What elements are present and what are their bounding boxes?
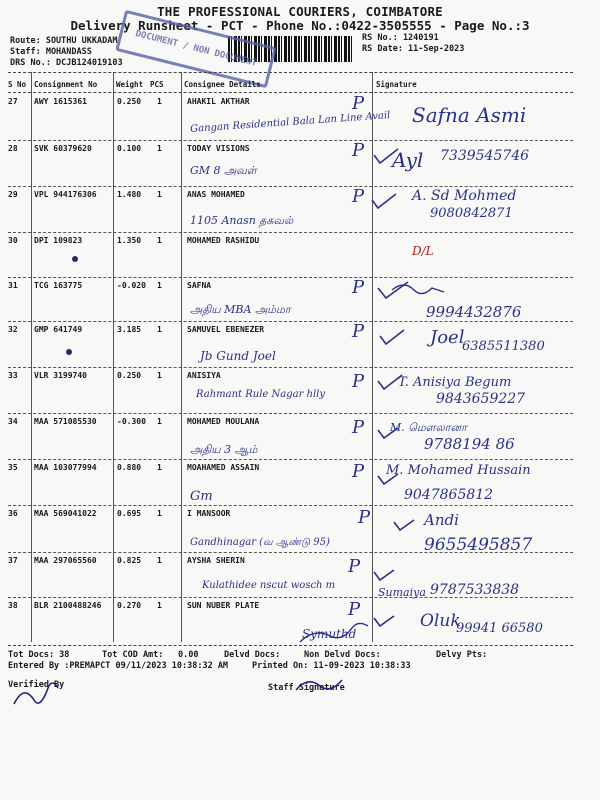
row-weight: 0.270: [117, 601, 142, 610]
row-sno: 35: [8, 463, 18, 472]
not-delivered-mark: D/L: [412, 244, 434, 258]
staff-signature: Staff Signature: [268, 683, 345, 693]
handwritten-address: 1105 Anasn தகவல்: [190, 214, 294, 227]
receiver-phone: 9994432876: [426, 303, 522, 321]
row-pcs: 1: [157, 371, 162, 380]
receiver-signature: Sumaiya: [378, 586, 426, 599]
receiver-phone: 9047865812: [404, 487, 494, 503]
row-weight: 0.100: [117, 144, 142, 153]
runsheet-subtitle: Delivery Runsheet - PCT - Phone No.:0422-3505555 - Page No.:3: [70, 18, 530, 33]
tick-mark: [374, 570, 394, 580]
rs-date: RS Date: 11-Sep-2023: [362, 44, 465, 54]
row-consignment: AWY 1615361: [34, 97, 87, 106]
delivery-points: Delvy Pts:: [436, 650, 488, 660]
row-pcs: 1: [157, 463, 162, 472]
row-consignment: VLR 3199740: [34, 371, 87, 380]
tick-mark: [374, 616, 394, 626]
receiver-signature: Ayl: [392, 148, 424, 172]
row-consignee: MOHAMED MOULANA: [187, 417, 260, 426]
row-consignee: TODAY VISIONS: [187, 144, 250, 153]
row-consignee: SAFNA: [187, 281, 212, 290]
receiver-signature: Oluk: [420, 611, 461, 631]
handwritten-address: Kulathidee nscut wosch m: [202, 580, 336, 591]
col-sno: S No: [8, 80, 27, 89]
row-consignee: MOHAMED RASHIDU: [187, 236, 260, 245]
row-pcs: 1: [157, 417, 162, 426]
receiver-signature: T. Anisiya Begum: [398, 375, 512, 390]
row-weight: 0.695: [117, 509, 142, 518]
handwritten-address: Gm: [190, 489, 213, 504]
receiver-phone: 9655495857: [424, 535, 533, 555]
tick-mark: [380, 330, 404, 344]
receiver-signature: Joel: [430, 327, 465, 348]
row-weight: -0.300: [117, 417, 146, 426]
rs-number: RS No.: 1240191: [362, 33, 439, 43]
row-consignee: ANAS MOHAMED: [187, 190, 245, 199]
signature-scribble: [300, 623, 368, 642]
receiver-phone: 9843659227: [436, 391, 526, 407]
receiver-phone: 9787533838: [430, 582, 520, 598]
handwritten-address: Rahmant Rule Nagar hlly: [196, 389, 326, 400]
delivered-docs: Delvd Docs:: [224, 650, 281, 660]
col-consignee: Consignee Details: [184, 80, 261, 89]
verifier-signature: [14, 683, 58, 704]
row-consignment: MAA 297065560: [34, 556, 97, 565]
row-consignment: MAA 569041022: [34, 509, 97, 518]
delivered-mark: P: [352, 417, 365, 438]
row-consignment: SVK 60379620: [34, 144, 92, 153]
drs-number: DRS No.: DCJB124019103: [10, 58, 123, 68]
row-consignee: ANISIYA: [187, 371, 221, 380]
row-sno: 31: [8, 281, 18, 290]
row-pcs: 1: [157, 97, 162, 106]
col-pcs: PCS: [150, 80, 164, 89]
row-weight: 1.480: [117, 190, 142, 199]
printed-on: Printed On: 11-09-2023 10:38:33: [252, 661, 411, 671]
row-weight: 0.250: [117, 97, 142, 106]
row-pcs: 1: [157, 325, 162, 334]
company-title: THE PROFESSIONAL COURIERS, COIMBATORE: [157, 4, 443, 19]
receiver-phone: 9080842871: [430, 206, 513, 221]
delivered-mark: P: [358, 507, 371, 528]
row-sno: 30: [8, 236, 18, 245]
row-sno: 37: [8, 556, 18, 565]
handwritten-address: அதிய 3 ஆம்: [190, 443, 258, 456]
row-consignment: TCG 163775: [34, 281, 83, 290]
row-sno: 38: [8, 601, 18, 610]
row-sno: 27: [8, 97, 18, 106]
tick-mark: [374, 149, 398, 163]
receiver-phone: 6385511380: [462, 339, 545, 354]
tick-mark: [378, 375, 402, 389]
tick-mark: [394, 520, 414, 530]
staff-signature-mark: [296, 680, 342, 690]
row-consignment: GMP 641749: [34, 325, 83, 334]
delivered-mark: P: [352, 277, 365, 298]
delivered-mark: P: [352, 371, 365, 392]
row-weight: 0.880: [117, 463, 142, 472]
delivered-mark: P: [348, 556, 361, 577]
row-consignment: MAA 103077994: [34, 463, 97, 472]
col-consignment: Consignment No: [34, 80, 98, 89]
receiver-signature: Safna Asmi: [412, 103, 527, 127]
total-cod-label: Tot COD Amt:: [102, 650, 164, 660]
signature-scribble: [392, 285, 444, 294]
handwritten-address: Symuthd: [302, 627, 357, 641]
row-pcs: 1: [157, 509, 162, 518]
row-consignee: SUN NUBER PLATE: [187, 601, 260, 610]
handwritten-address: Gandhinagar (வ ஆண்டு 95): [190, 537, 330, 548]
row-sno: 29: [8, 190, 18, 199]
row-sno: 32: [8, 325, 18, 334]
stamp-text: DOCUMENT / NON DOCUMENT: [134, 29, 258, 69]
delivered-mark: P: [352, 140, 365, 161]
receiver-signature: Andi: [424, 511, 459, 529]
row-consignment: BLR 2100488246: [34, 601, 102, 610]
delivered-mark: P: [352, 93, 365, 114]
handwritten-address: GM 8 அவள்: [190, 164, 257, 177]
receiver-phone: 9788194 86: [424, 435, 515, 453]
tick-mark: [378, 428, 398, 438]
row-pcs: 1: [157, 601, 162, 610]
row-consignee: AHAKIL AKTHAR: [187, 97, 250, 106]
delivered-mark: P: [348, 599, 361, 620]
total-cod-value: 0.00: [178, 650, 199, 660]
col-signature: Signature: [376, 80, 417, 89]
row-consignee: AYSHA SHERIN: [187, 556, 245, 565]
entered-by: Entered By :PREMAPCT 09/11/2023 10:38:32 AM: [8, 661, 229, 671]
row-pcs: 1: [157, 556, 162, 565]
receiver-phone: 7339545746: [440, 148, 530, 164]
row-consignment: VPL 944176306: [34, 190, 97, 199]
row-consignee: MOAHAMED ASSAIN: [187, 463, 260, 472]
row-sno: 28: [8, 144, 18, 153]
row-sno: 36: [8, 509, 18, 518]
route-label: Route: SOUTHU UKKADAM: [10, 36, 118, 46]
row-weight: 0.250: [117, 371, 142, 380]
col-weight: Weight: [116, 80, 144, 89]
row-weight: -0.020: [117, 281, 146, 290]
row-pcs: 1: [157, 190, 162, 199]
delivered-mark: P: [352, 461, 365, 482]
non-delivered-docs: Non Delvd Docs:: [304, 650, 381, 660]
tick-mark: [372, 194, 396, 208]
handwritten-address: Gangan Residential Bala Lan Line Avail: [189, 110, 391, 135]
row-sno: 33: [8, 371, 18, 380]
row-pcs: 1: [157, 236, 162, 245]
tick-mark: [378, 474, 398, 484]
row-weight: 3.185: [117, 325, 142, 334]
verified-by: Verified By: [8, 680, 65, 690]
row-consignee: I MANSOOR: [187, 509, 231, 518]
handwritten-address: Jb Gund Joel: [200, 349, 276, 363]
total-docs: Tot Docs: 38: [8, 650, 70, 660]
handwritten-address: அதிய MBA அம்மா: [190, 303, 291, 316]
receiver-signature: A. Sd Mohmed: [412, 188, 517, 204]
receiver-signature: M. Mohamed Hussain: [386, 463, 531, 478]
delivered-mark: P: [352, 321, 365, 342]
row-consignee: SAMUVEL EBENEZER: [187, 325, 265, 334]
staff-label: Staff: MOHANDASS: [10, 47, 92, 57]
row-weight: 0.825: [117, 556, 142, 565]
row-pcs: 1: [157, 144, 162, 153]
row-pcs: 1: [157, 281, 162, 290]
row-consignment: MAA 571085530: [34, 417, 97, 426]
row-weight: 1.350: [117, 236, 142, 245]
row-consignment: DPI 109823: [34, 236, 83, 245]
receiver-phone: 99941 66580: [456, 621, 543, 636]
receiver-signature: M. மௌலானா: [390, 421, 467, 434]
delivered-mark: P: [352, 186, 365, 207]
row-sno: 34: [8, 417, 18, 426]
